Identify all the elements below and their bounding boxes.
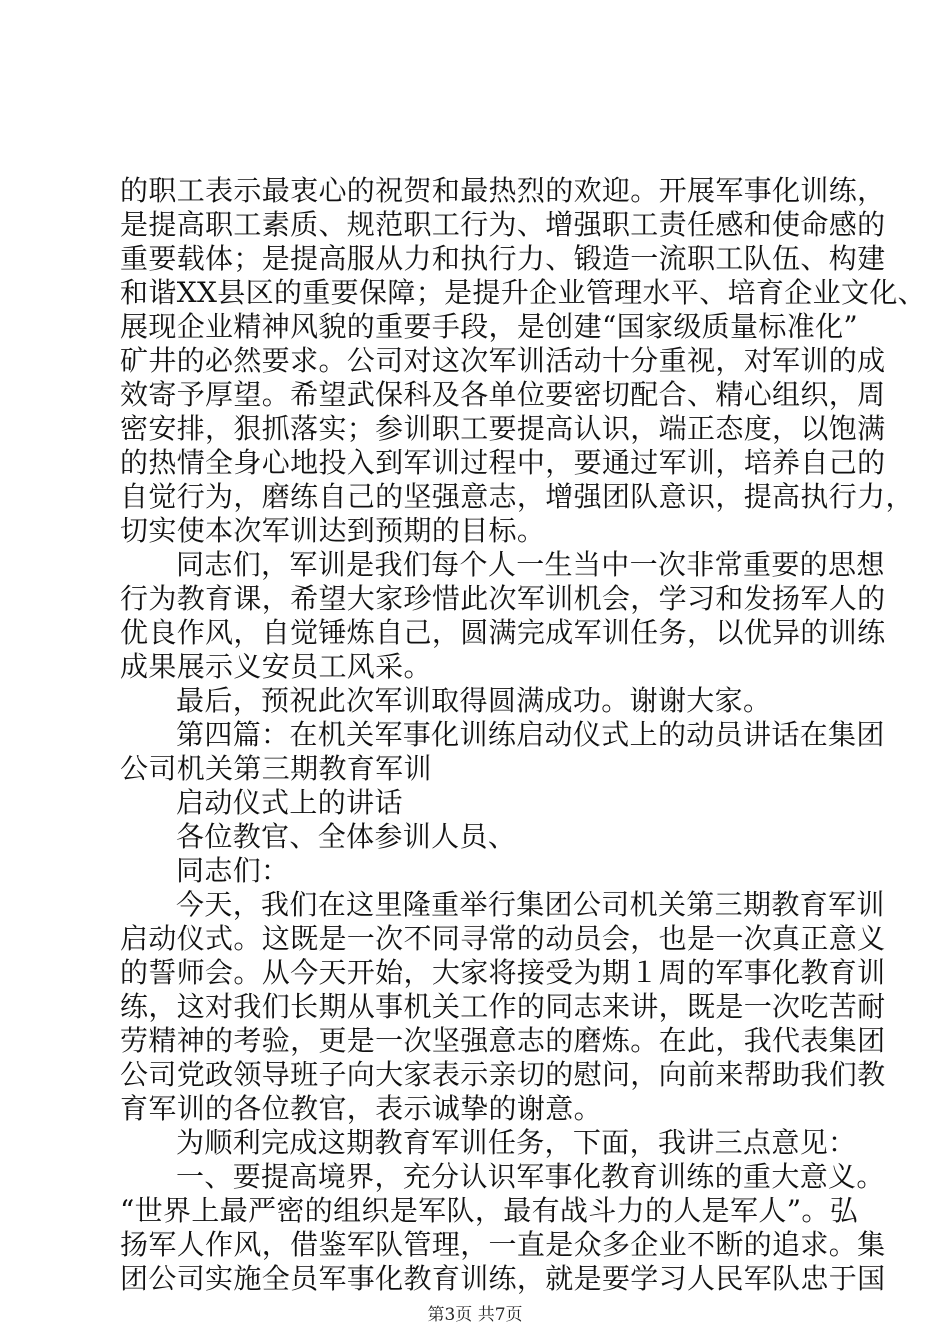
body-text-line: 成果展示义安员工风采。 bbox=[120, 650, 432, 683]
body-text-line: 扬军人作风，借鉴军队管理，一直是众多企业不断的追求。集 bbox=[120, 1228, 886, 1261]
body-text-line: 密安排，狠抓落实；参训职工要提高认识，端正态度，以饱满 bbox=[120, 412, 886, 445]
body-text-line: 的职工表示最衷心的祝贺和最热烈的欢迎。开展军事化训练， bbox=[120, 174, 886, 207]
body-text-line: 团公司实施全员军事化教育训练，就是要学习人民军队忠于国 bbox=[120, 1262, 886, 1295]
paragraph-start: 一、要提高境界，充分认识军事化教育训练的重大意义。 bbox=[176, 1160, 885, 1193]
body-text-line: 是提高职工素质、规范职工行为、增强职工责任感和使命感的 bbox=[120, 208, 886, 241]
page-number-footer: 第3页 共7页 bbox=[427, 1305, 523, 1325]
body-text-line: 效寄予厚望。希望武保科及各单位要密切配合、精心组织，周 bbox=[120, 378, 886, 411]
paragraph-start: 为顺利完成这期教育军训任务，下面，我讲三点意见： bbox=[176, 1126, 857, 1159]
body-text-line: 自觉行为，磨练自己的坚强意志，增强团队意识，提高执行力， bbox=[120, 480, 914, 513]
body-text-line: 公司党政领导班子向大家表示亲切的慰问，向前来帮助我们教 bbox=[120, 1058, 886, 1091]
body-text-line: 劳精神的考验，更是一次坚强意志的磨炼。在此，我代表集团 bbox=[120, 1024, 886, 1057]
body-text-line: “世界上最严密的组织是军队，最有战斗力的人是军人”。弘 bbox=[120, 1194, 859, 1227]
body-text-line: 行为教育课，希望大家珍惜此次军训机会，学习和发扬军人的 bbox=[120, 582, 886, 615]
body-text-line: 和谐XX县区的重要保障；是提升企业管理水平、培育企业文化、 bbox=[120, 276, 927, 309]
body-text-line: 的热情全身心地投入到军训过程中，要通过军训，培养自己的 bbox=[120, 446, 886, 479]
body-text-line: 育军训的各位教官，表示诚挚的谢意。 bbox=[120, 1092, 602, 1125]
body-text-line: 展现企业精神风貌的重要手段，是创建“国家级质量标准化” bbox=[120, 310, 859, 343]
body-text-line: 切实使本次军训达到预期的目标。 bbox=[120, 514, 546, 547]
salutation: 各位教官、全体参训人员、 bbox=[176, 820, 517, 853]
body-text-line: 重要载体；是提高服从力和执行力、锻造一流职工队伍、构建 bbox=[120, 242, 886, 275]
salutation: 同志们： bbox=[176, 854, 290, 887]
section-heading: 第四篇：在机关军事化训练启动仪式上的动员讲话在集团 bbox=[176, 718, 885, 751]
body-text-line: 优良作风，自觉锤炼自己，圆满完成军训任务，以优异的训练 bbox=[120, 616, 886, 649]
paragraph-start: 今天，我们在这里隆重举行集团公司机关第三期教育军训 bbox=[176, 888, 885, 921]
paragraph-start: 同志们，军训是我们每个人一生当中一次非常重要的思想 bbox=[176, 548, 885, 581]
body-text-line: 启动仪式。这既是一次不同寻常的动员会，也是一次真正意义 bbox=[120, 922, 886, 955]
speech-title: 启动仪式上的讲话 bbox=[176, 786, 403, 819]
section-heading-continued: 公司机关第三期教育军训 bbox=[120, 752, 432, 785]
body-text-line: 练，这对我们长期从事机关工作的同志来讲，既是一次吃苦耐 bbox=[120, 990, 886, 1023]
paragraph-start: 最后，预祝此次军训取得圆满成功。谢谢大家。 bbox=[176, 684, 772, 717]
body-text-line: 矿井的必然要求。公司对这次军训活动十分重视，对军训的成 bbox=[120, 344, 886, 377]
body-text-line: 的誓师会。从今天开始，大家将接受为期１周的军事化教育训 bbox=[120, 956, 886, 989]
